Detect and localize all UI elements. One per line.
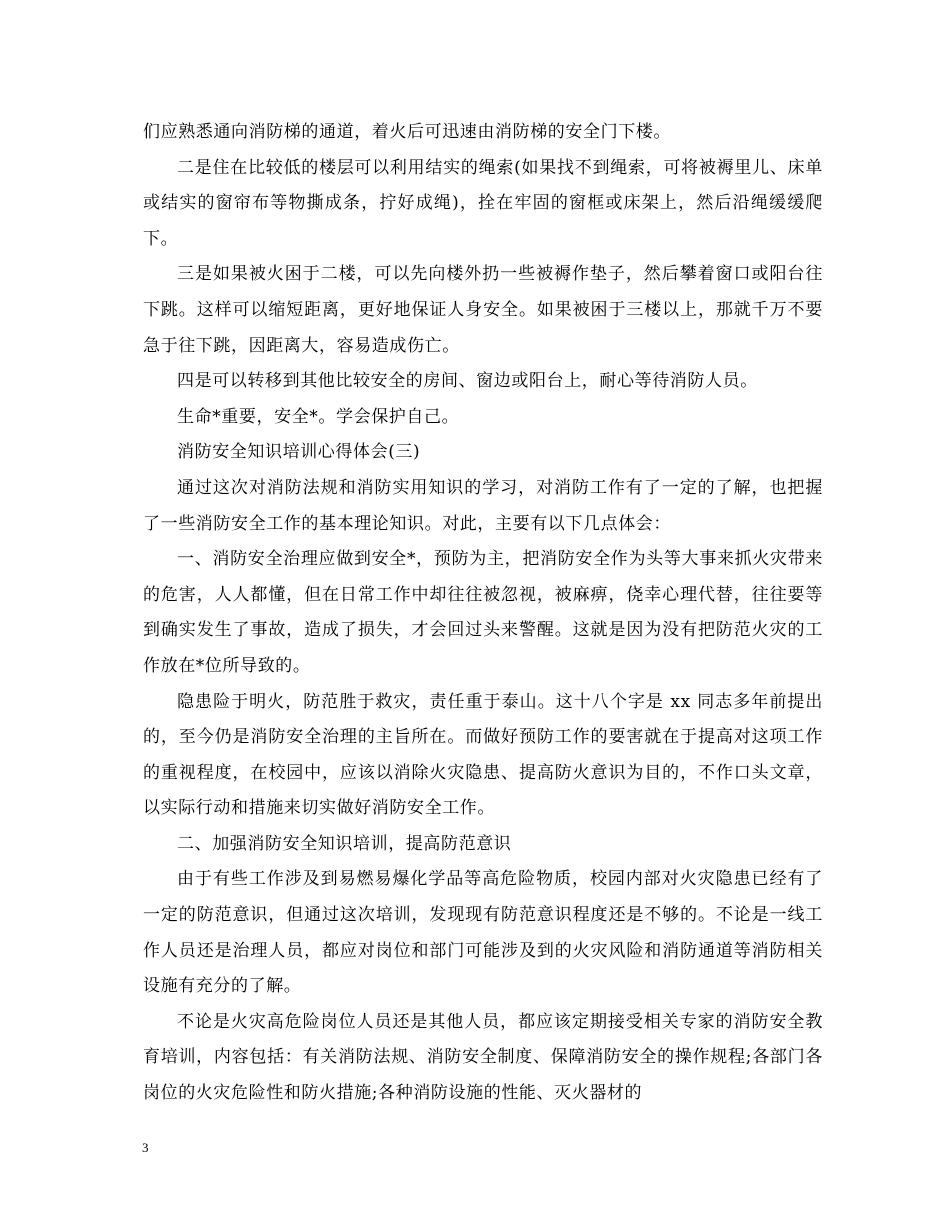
section-heading: 消防安全知识培训心得体会(三)	[177, 442, 421, 463]
paragraph: 不论是火灾高危险岗位人员还是其他人员，都应该定期接受相关专家的消防安全教育培训，内容包括：有关消防法规、消防安全制度、保障消防安全的操作规程;各部门各岗位的火灾危险性和防火措施;各种消防设施的性能、灭火器材的	[143, 1011, 823, 1104]
paragraph: 二是住在比较低的楼层可以利用结实的绳索(如果找不到绳索，可将被褥里儿、床单或结实的窗帘布等物撕成条，拧好成绳)，拴在牢固的窗框或床架上，然后沿绳缓缓爬下。	[143, 157, 823, 249]
paragraph: 们应熟悉通向消防梯的通道，着火后可迅速由消防梯的安全门下楼。	[143, 122, 671, 142]
paragraph: 二、加强消防安全知识培训，提高防范意识	[177, 833, 512, 854]
paragraph: 三是如果被火困于二楼，可以先向楼外扔一些被褥作垫子，然后攀着窗口或阳台往下跳。这样可以缩短距离，更好地保证人身安全。如果被困于三楼以上，那就千万不要急于往下跳，因距离大，容易造成伤亡。	[143, 264, 823, 356]
document-body	[143, 115, 823, 1112]
page-number: 3	[142, 1140, 149, 1155]
paragraph: 四是可以转移到其他比较安全的房间、窗边或阳台上，耐心等待消防人员。	[177, 371, 758, 392]
paragraph: 一、消防安全治理应做到安全*，预防为主，把消防安全作为头等大事来抓火灾带来的危害，人人都懂，但在日常工作中却往往被忽视，被麻痹，侥幸心理代替，往往要等到确实发生了事故，造成了损失，才会回过头来警醒。这就是因为没有把防范火灾的工作放在*位所导致的。	[143, 549, 823, 676]
paragraph: 生命*重要，安全*。学会保护自己。	[177, 406, 460, 427]
paragraph: 由于有些工作涉及到易燃易爆化学品等高危险物质，校园内部对火灾隐患已经有了一定的防范意识，但通过这次培训，发现现有防范意识程度还是不够的。不论是一线工作人员还是治理人员，都应对岗位和部门可能涉及到的火灾风险和消防通道等消防相关设施有充分的了解。	[143, 869, 823, 997]
paragraph: 隐患险于明火，防范胜于救灾，责任重于泰山。这十八个字是 xx 同志多年前提出的，至今仍是消防安全治理的主旨所在。而做好预防工作的要害就在于提高对这项工作的重视程度，在校园中，应该以消除火灾隐患、提高防火意识为目的，不作口头文章，以实际行动和措施来切实做好消防安全工作。	[143, 691, 823, 819]
paragraph: 通过这次对消防法规和消防实用知识的学习，对消防工作有了一定的了解，也把握了一些消防安全工作的基本理论知识。对此，主要有以下几点体会：	[143, 477, 823, 534]
